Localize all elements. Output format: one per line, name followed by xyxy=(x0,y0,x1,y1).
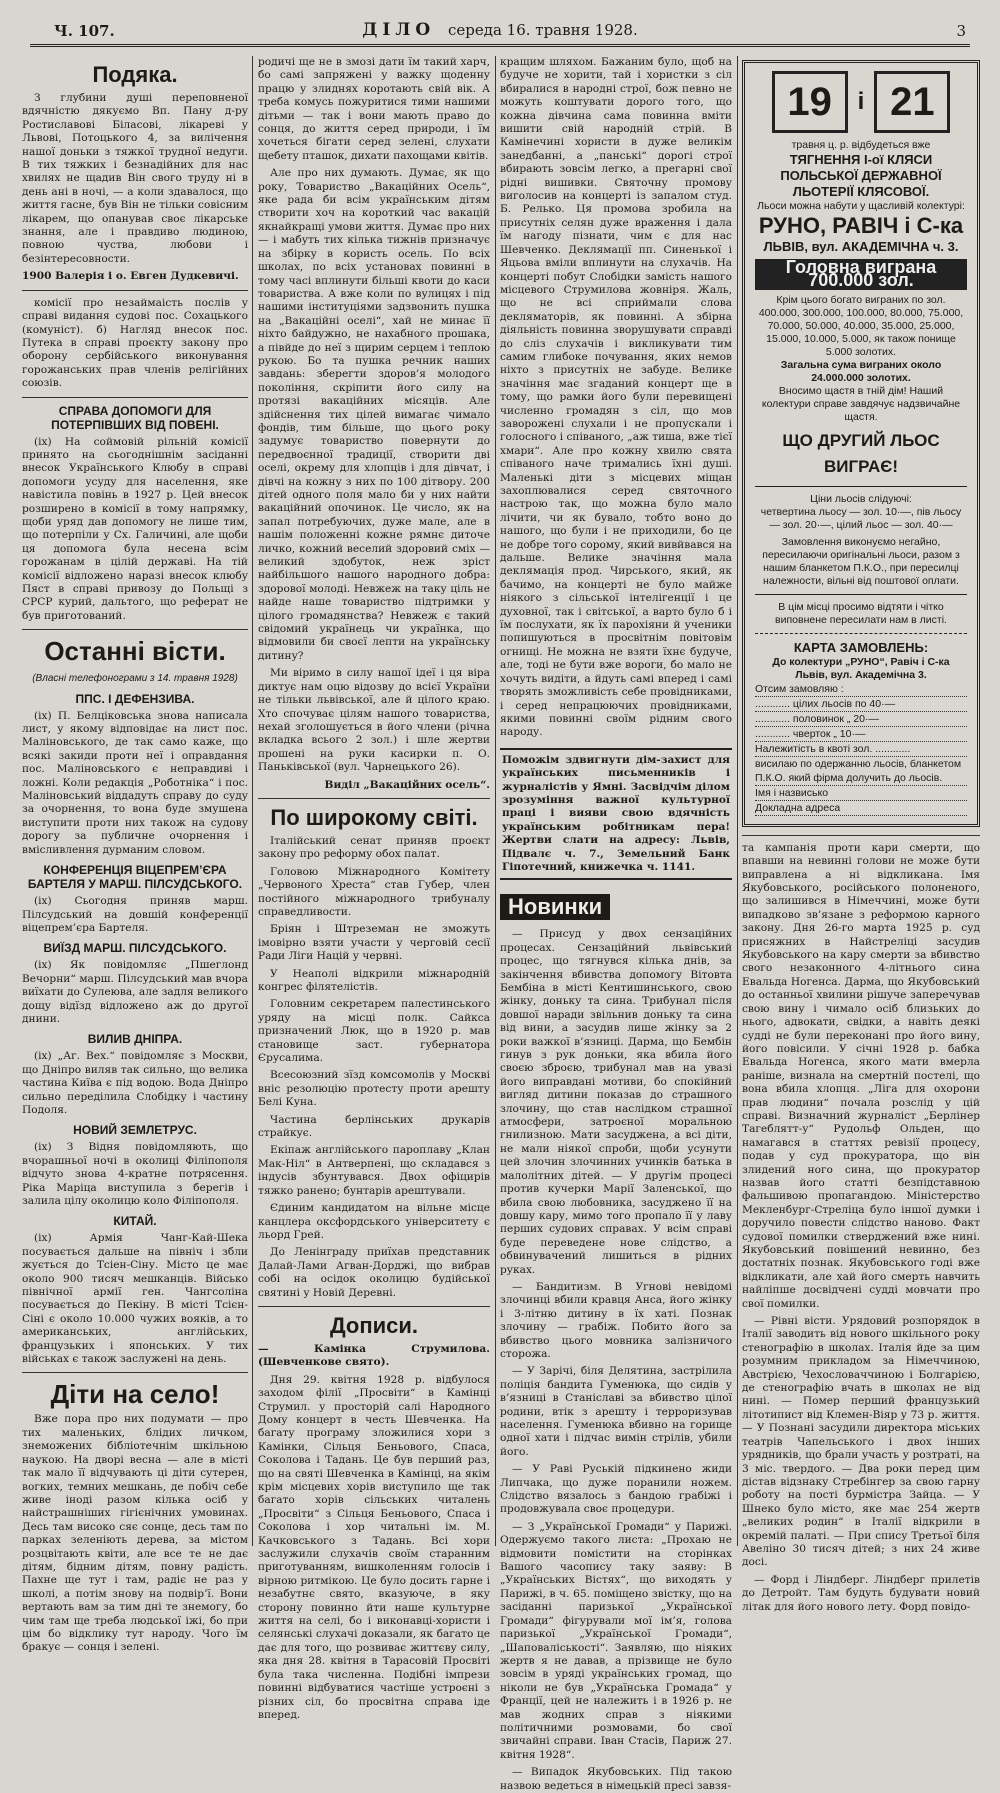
divider xyxy=(755,486,967,487)
newspaper-title: ДІЛО xyxy=(362,20,436,40)
lottery-line: Льоси можна набути у щасливій колектурі: xyxy=(757,200,965,212)
order-form-line[interactable]: Отсим замовляю : xyxy=(755,682,967,697)
thanks-signature: 1900 Валерія і о. Евген Дудкевичі. xyxy=(22,270,239,283)
news-item: — Рівні вісти. Урядовий розпорядок в Італії заводить від нового шкільного року стенографію в школах. Італія йде за цим розумним прикладом за Німеччиною, Австрією, Чехословаччиною і Болгарією, де стенографію вчать в школах не від нині. — Помер перший французький літотипист від Клемен-Віяр у 73 р. життя. — У Познані засудили директора міських театрів Чапельського і двох інших урядників, що брали участь у розтраті, на 3 міс. твердого. — Два роки перед цим дістав відзнаку Стребінгер за свою гарну роботу на пості бурмістра Зайца. — У Шнеко було місто, яке має 254 жертв „великих родин“ в Італії відкрили в окремій палаті. — При спису Третьої біля Авеліно 30 тисяч дітей; з них 24 живе досі. xyxy=(742,1315,980,1569)
lottery-firm: РУНО, РАВІЧ і С-ка xyxy=(758,213,964,238)
order-form-recipient: До колектури „РУНО“, Равіч і С-ка Львів, вул. Академічна 3. xyxy=(772,655,950,681)
news-section-body: (іх) Армія Чанг-Кай-Шека посувається дальше на північ і збли жується до Тсіен-Сіну. Місто це має около 900 тисяч мешканців. Військо північної армії ген. Чангсоліна посувається до Пекіну. В місті Тсієн-Сіні є около 10.000 чужих вояків, а то американських, англійських, французьких і японських. У тих військах є також заслужені на день. xyxy=(22,1232,248,1366)
news-item: — Випадок Якубовських. Під такою назвою ведеться в німецькій пресі завзя- xyxy=(500,1766,732,1792)
news-section-title: НОВИЙ ЗЕМЛЕТРУС. xyxy=(73,1123,197,1138)
order-form-title: КАРТА ЗАМОВЛЕНЬ: xyxy=(793,639,929,655)
lottery-line: ПОЛЬСЬКОЇ ДЕРЖАВНОЇ ЛЬОТЕРІЇ КЛЯСОВОЇ. xyxy=(780,168,942,199)
lottery-prices: четвертина льосу — зол. 10·—, пів льосу — зол. 20·—, цілий льос — зол. 40·— xyxy=(760,505,962,531)
lottery-line: травня ц. р. відбудеться вже xyxy=(791,139,931,151)
divider xyxy=(258,1306,490,1307)
news-title: Новинки xyxy=(500,894,610,920)
news-item: — Присуд у двох сензаційних процесах. Сензаційний львівський процес, що тягнувся кілька днів, за закінчення вбивства допомогу Вітовта Бембіна в місті Кентишинського, свою жінку, доньку та сина. Трибунал після довшої наради звільнив доньку та сина від вини, а засудив лише жінку за 2 роки важкої в’язниці. Дарма, що Бембін гинув з рук доньки, яка вбила його своєю зброєю, трибунал мав на увазі його виправдані мотиви, бо спокійний вигляд дитини показав до страшного злочину, що став наслідком страшної атмосфери, затроєної моральною гнилизною. Мати засуджена, а всі діти, не мали ніякої спроби, щоби усунути цей злочин злочинних учинків батька в малолітних дітей. — У другім процесі против кучерки Марії Заленської, що вбила свою любовника, засуджено її на довшу кару, мимо того пропало її у лаву перших судових справах. У всім справі буде переведене нове слідство, а обвинувачений лишиться в рідних руках. xyxy=(500,928,732,1276)
divider xyxy=(22,290,248,291)
order-form-line[interactable]: ............ цілих льосів по 40·— xyxy=(755,697,967,712)
news-section-title: ВИЇЗД МАРШ. ПІЛСУДСЬКОГО. xyxy=(43,941,227,956)
writers-home-appeal: Поможім здвигнути дім-захист для українських письменників і журналістів у Ямні. Засвідчім ділом зрозуміння важної культурної праці і вияви свою вдячність українським робітникам пера! Жертви слати на адресу: Львів, Підвалє ч. 7., Земельний Банк Гіпотечний, книжечка ч. 1141. xyxy=(500,748,732,881)
news-item: — З „Української Громади“ у Парижі. Одержуємо такого листа: „Прохаю не відмовити помістити на сторінках Вашого часопису таку заяву: В „Українських Вістях“, що виходять у Парижі, в ч. 65. поміщено звістку, що на засіданні паризької „Української Громади“ фігурували мої ім’я, голова паризької „Української Громади“, „Шаповаліськості“. Заявляю, що ніяких жертв я не давав, а прізвище не було зовсім в уряді українських громад, що ніколи не був „Українська Громада“ у Франції, цей не належить і в 1926 р. не мав жодних справ з ніякими політичними розмовами, бо свої звичайні справи. Іван Стасів, Париж 27. квітня 1928“. xyxy=(500,1520,732,1761)
news-section-body: (іх) „Аг. Вех.“ повідомляє з Москви, що Дніпро виляв так сильно, що велика частина Київа є під водою. Вода Дніпро сильно переділила Слобідку і частину Подоля. xyxy=(22,1050,248,1116)
jakubowski-continuation: та кампанія проти кари смерти, що впавши на невинні голови не може бути виправлена а ні відкликана. Імя Якубовського, російського полоненого, що залишився в Німеччині, може бути випадково зв’язане з реформою карного закону. Дня 26-го марта 1925 р. суд присяжних в Найстреліці засудив Якубовського на кару смерти за вбивство свого незаконного 4-літнього сина Евальда Ногенса. Дарма, що Якубовський до останньої хвилини рішуче заперечував свою вину і чимало осіб близьких до нього, адвокати, свідки, а навіть деякі судді не були переконані про його вину, його повісили. У січні 1928 р. бабка Евальда Ногенса, якого мати вмерла раніше, визнала на смертній постелі, що вона вбила хлопця. „Ліга для охорони прав людини“ почала розслід у цій справі. Визначний журналіст „Берлінер Тагеблятт-у“ Рудольф Ольден, що намагався в статтях ревізії процесу, подав у суд прокуратора, що він злидений ного сина, що прокуратор назвав його статті безпідставною фальшивою пропагандою. Міністерство Мекленбург-Стреліца було іншої думки і доручило повести слідство наново. Факт судової помилки стверджений вже нині. Якубовський повішений невинно, без достатніх познак. Якубовського годі вже відкликати, але хай його смерть навчить найліпше досвідчені судді мовчати про свої помилки. xyxy=(742,841,980,1310)
lottery-prices-title: Ціни льосів слідуючі: xyxy=(810,492,912,505)
column-1 xyxy=(22,56,248,1654)
commissions-text: комісії про незаймаість послів у справі видання судові пос. Сохацького (комуніст). б) Нагляд внесок пос. Путека в справі проєкту закону про оборону сербійського виконування горожанських прав членів релігійних союзів. xyxy=(22,296,248,390)
flood-relief-title: СПРАВА ДОПОМОГИ ДЛЯ ПОТЕРПІВШИХ ВІД ПОВЕНІ. xyxy=(51,403,219,432)
kids-village-title: Діти на село! xyxy=(50,1379,220,1410)
column-2 xyxy=(258,56,490,1721)
order-form-line[interactable]: ............ чверток „ 10·— xyxy=(755,727,967,742)
divider xyxy=(22,397,248,398)
column-divider xyxy=(252,56,253,1546)
lottery-total: Загальна сума виграних около 24.000.000 золотих. xyxy=(780,358,942,384)
flood-relief-body: (іх) На соймовій рільній комісії принято на сьогоднішнім засіданні внесок Українського Клюбу в справі допомоги усуду для населення, яке навістила повінь в 1927 р. Цей внесок розширено в комісії в тому напрямку, щоби уряд дав допомогу не лише тим, що потерпіли у Сх. Галичині, але щоби ця допомога була несена всім горожанам в цілій державі. На тій комісії відложено наразі внесок клюбу Пяст в справі привозу до Польщі з СРСР курий, дальтого, що реферат не був приготований. xyxy=(22,435,248,622)
lottery-cut-note: В цім місці просимо відтяти і чітко виповнене пересилати нам в листі. xyxy=(775,600,947,626)
masthead xyxy=(30,16,970,47)
kids-village-body: Вже пора про них подумати — про тих маленьких, блідих личком, знеможених бібліотечнім шкільною наукою. На дворі весна — але в місті так мало її відчувають ці діти сутерен, вогких, темних мешкань, де побіч себе живе іноді разом кілька осіб у найстрашніших гігієнічних умовинах. Десь там високо сяє сонце, десь там по парках зеленіють дерева, за містом розцвітають квіти, але все те не дає дітям, бідним дітям, повну радість. Пахне ще тут і там, радіє не раз у школі, а потім знову на подвір’ї. Вони вертають вам за тим дні те знемогу, бо чим там ще треба людської іжі, бо при цім бо відклику тут народу. Чого їм бракує — сонця і зелені. xyxy=(22,1413,248,1654)
news-section-title: ВИЛИВ ДНІПРА. xyxy=(87,1032,183,1047)
lottery-date-box: 21 xyxy=(874,71,950,133)
order-form-line[interactable]: Докладна адреса xyxy=(755,801,967,816)
vacation-signature: Виділ „Вакаційних осель“. xyxy=(324,778,490,791)
lottery-dates xyxy=(755,71,967,133)
reports-continuation: кращим шляхом. Бажаним було, щоб на будуче не хорити, тай і хористки з сіл вбиралися в народні строї, бож певно не можуть коштувати дорого того, що кожна дівчина сама повинна вміти вишити свій народній стрій. В Камінечині хористи в дуже великім занедбанні, а „панські“ дорогі строї вбирають зовсім легко, а прегарні свої рідні вишивки. Святочну промову виголосив на концерті із запалом студ. Б. Релько. Ця промова зробила на присутніх селян дуже враження і дала їм нагоду пізнати, чим є для нас Шевченко. Деклямації пп. Синенької і Яцьова вміли вплинути на слухачів. На концерті побут Слобідки замість нашого місцевого Струмилова жовніря. Жаль, що не всі сприймали слова декляматорів, як повинні. А збірна діяльність повинна зворушувати справді до сліз слухачів і викликувати тим самим глибоке почування, яких немов ніхто з присутніх не забуде. Велике значіння має згаданий концерт ще в тому, що рамки його були перевищені численно громадян з сіл, що мов заворожені слухали і не пропускали і голосного і співаного, „аж тиша, вже тієї хмари“. Але про кожну хвилю свята співаного наче тримались їхні душі. Маленькі діти з місцевих міщан захоплювалися серед святочного настрою так, що можна було мало лічити, чи як бувало, тобто воно до нашого, що були і не приходили, бо це не добре того сорому, який вивйвався на дальше. Велике значіння мала деклямація прод. Чирського, який, як бачимо, на концерті не було майже ніякого з сільської інтелігенції і це духовної, так і світської, а варто було б і їм послухати, як їх парохіяни й ученики попишуються в просвітнім повітовім огнищі. Не можна не взяти їхнє будуче, але, тоді не бути вже вороги, бо мало не хочуть видіти, а йдуть самі вперед і самі творять зможливість себе провідниками, і серед непрацюючих провідниками, якими повинні своїм рідним свого народу. xyxy=(500,56,732,739)
page-number: 3 xyxy=(956,22,966,40)
lottery-luck: Вносимо щастя в тній дім! Наший колектури справе завдячує надзвичайне щастя. xyxy=(761,384,961,423)
latest-news-title: Останні вісти. xyxy=(44,636,226,667)
world-news-item: Єдиним кандидатом на вільне місце канцлера оксфордського університету є льорд Грей. xyxy=(258,1202,490,1241)
lottery-order-info: Замовлення виконуємо негайно, пересилаючи оригінальні льоси, разом з нашим бланкетом П.К.О., при пересилці належности, вільні від поштової оплати. xyxy=(762,535,960,587)
news-section-body: (іх) Як повідомляє „Пшеглонд Вечорни“ марш. Пілсудський мав вчора виїхати до Сулеюва, але задля великого дощу відїзд відложено аж до другої днини. xyxy=(22,959,248,1025)
world-news-item: Італійський сенат приняв проєкт закону про реформу обох палат. xyxy=(258,834,490,861)
lottery-date-box: 19 xyxy=(772,71,848,133)
reports-body: Дня 29. квітня 1928 р. відбулося заходом філії „Просвіти“ в Камінці Струмил. у просторій салі Народного Дому концерт в честь Шевченка. На багату програму зложилися хори з Камінки, Сільця Беньового, Спаса, Соколова і Тадань. Це був перший раз, що на святі Шевченка в Камінці, на якім крім місцевих хорів виступило ще так багато хорів сільських читалень „Просвіти“ з Сільця Беньового, Спаса і Соколова і хор читальні ім. М. Качковського з Тадань. Всі хори заслужили слухачів своїм старанним приготуванням, вишколенням голосів і вірною ритмікою. Це було досить гарне і незабутнє свято, вказуюче, в яку сторону повинно йти наше культурне життя на селі, бо і виконавці-хористи і селянські слухачі доказали, як багато це дає для того, що розвиває життєву силу, яка дня 28. квітня в Тарасовій Просвіті була така численна. Подібні імпрези повинні відбуватися частіше устроєні з різних сіл, бо просвітна справа іде вперед. xyxy=(258,1373,490,1721)
lottery-main-prize: Головна виграна 700.000 зол. xyxy=(755,259,967,290)
world-news-item: До Ленінграду приїхав представник Далай-Лами Агван-Дорджі, що вибрав собі на осідок околицю будійської святині у Новій Деревні. xyxy=(258,1246,490,1299)
thanks-body: З глубини душі переповненої вдячністю дякуємо Вп. Пану д-ру Ростиславові Біласові, лікареві у Львові, Потоцького 4, за вилічення нашої доньки з тяжкої трудної недуги. В тих тяжких і безнадійних для нас хвилях не щадив Він свого труду ні в день ані в ночі, — а коли здавалося, що життя гасне, був Він не тільки совісним лікарем, що опанував своє лікарське знання, але і правдиво людиною, повною чуства, любови і безінтересовности. xyxy=(22,92,248,265)
world-news-item: Головним секретарем палестинського уряду на місці полк. Сайкса призначений Люк, що в 1920 р. мав становище заст. губернатора Єрусалима. xyxy=(258,998,490,1065)
news-section-title: КИТАЙ. xyxy=(113,1214,157,1229)
lottery-line: ТЯГНЕННЯ І-ої КЛЯСИ xyxy=(789,152,933,167)
lottery-slogan: ЩО ДРУГИЙ ЛЬОС ВИГРАЄ! xyxy=(782,430,940,476)
column-4 xyxy=(742,56,980,1613)
news-title-wrap xyxy=(500,888,732,924)
divider xyxy=(742,835,980,836)
reports-heading: — Камінка Струмилова. (Шевченкове свято). xyxy=(258,1342,490,1369)
column-3 xyxy=(500,56,732,1792)
news-item: — У Зарічі, біля Делятина, застрілила поліція бандита Гуменюка, що сидів у в’язниці в Станіславі за вбивство цілої родини, втік з арешту і терроризував населення. Гуменюка вбивно на горище одної хати і підчас вимін стрілів, убили його. xyxy=(500,1365,732,1458)
world-news-title: По широкому світі. xyxy=(270,804,478,830)
reports-title: Дописи. xyxy=(329,1312,419,1338)
order-form-line[interactable]: ............ половинок „ 20·— xyxy=(755,712,967,727)
news-section-title: ППС. І ДЕФЕНЗИВА. xyxy=(75,691,195,706)
lottery-prizes: Крім цього богато виграних по зол. 400.000, 300.000, 100.000, 80.000, 75.000, 70.000, 50.000, 40.000, 35.000, 25.000, 15.000, 10.000, 5.000, як також понище 5.000 золотих. xyxy=(758,293,964,358)
divider xyxy=(22,1372,248,1373)
news-section-body: (іх) Сьогодня приняв марш. Пілсудський на довшій конференції віцепрем’єра Бартеля. xyxy=(22,895,248,934)
cut-line xyxy=(755,633,967,634)
vacation-continuation: родичі ще не в змозі дати їм такий харч, бо самі запряжені у важку щоденну працю у злиднях коротають свій вік. А треба комусь пожуритися тими нашими дітьми — так і вони мають право до сонця, до життя серед природи, і їм хочеться бігати серед зелені, слухати щебету пташок, дихати пахощами квітів. xyxy=(258,56,490,162)
order-form-line[interactable]: висилаю по одержанню льосів, бланкетом П.К.О. який фірма долучить до льосів. xyxy=(755,757,967,786)
news-item: — Форд і Ліндберг. Ліндберг прилетів до Детройт. Там будуть будувати новий літак для його нового лету. Форд повідо- xyxy=(742,1573,980,1613)
news-item: — Бандитизм. В Угнові невідомі злочинці вбили кравця Анса, його жінку і 3-літню дитину в їх хаті. Познак злочину — грабіж. Побито його за вбивство цього мовника залізничого сторожа. xyxy=(500,1280,732,1360)
latest-news-subtitle: (Власні телефонограми з 14. травня 1928) xyxy=(32,673,238,685)
lottery-date-conj: і xyxy=(857,88,865,116)
world-news-item: У Неаполі відкрили міжнародній конгрес філятелістів. xyxy=(258,967,490,993)
news-item: — У Раві Руській підкинено жиди Липчака, що дуже поранили ножем. Слідство вязалось з бандою грабіжі і продовжувала своє процедури. xyxy=(500,1463,732,1516)
order-form-line[interactable]: Імя і назвисько xyxy=(755,786,967,801)
news-section-title: КОНФЕРЕНЦІЯ ВІЦЕПРЕМ’ЄРА БАРТЕЛЯ У МАРШ. ПІЛСУДСЬКОГО. xyxy=(27,863,243,892)
divider xyxy=(22,629,248,630)
news-section-body: (іх) П. Белціковська знова написала лист, у якому відповідає на лист пос. Маліновського, де так само каже, що всякі закиди проти неї і оправдання пос. Маліновського є неправдиві і ложні. Коли редакція „Роботніка“ і пос. Маліновський віддадуть справу до суду за очорнення, то вона буде змушена виступити проти них також на судову дорогу за публичне очорнення і вмісливлення дурманим словом. xyxy=(22,709,248,856)
vacation-paragraph: Ми віримо в силу нашої ідеї і ця віра диктує нам оцю відозву до всієї України не тільки львівської, але й цілого краю. Хто спочуває цілям нашого товариства, нехай зголошується в його члени (річна вкладка всього 2 зол.) і шле жертви прошені на руки касирки п. О. Паньківської (вул. Чарнецького 26). xyxy=(258,667,490,774)
column-divider xyxy=(737,56,738,1546)
column-divider xyxy=(495,56,496,1546)
lottery-address: ЛЬВІВ, вул. АКАДЕМІЧНА ч. 3. xyxy=(763,239,959,254)
lottery-ad xyxy=(742,60,980,827)
world-news-item: Всесоюзний зїзд комсомолів у Москві вніс резолюцію протесту проти арешту Белі Куна. xyxy=(258,1069,490,1109)
issue-number: Ч. 107. xyxy=(54,22,115,40)
world-news-item: Частина берлінських друкарів страйкує. xyxy=(258,1113,490,1140)
world-news-item: Екіпаж англійського пароплаву „Клан Мак-Ніл“ в Антверпені, що складався з індусів збунтувався. Двох офіцирів тяжко ранено; бунтарів арештували. xyxy=(258,1144,490,1197)
issue-date: середа 16. травня 1928. xyxy=(447,21,638,39)
world-news-item: Бріян і Штреземан не зможуть імовірно взяти участи у черговій сесії Ради Ліги Націй у червні. xyxy=(258,923,490,963)
news-section-body: (іх) З Відня повідомляють, що вчорашньої ночі в околиці Філіпополя відчуто знова 4-кратне потрясення. Ріка Маріца виступила з берегів і залила цілу околицю коло Філіпополя. xyxy=(22,1141,248,1207)
order-form-line[interactable]: Належитість в квоті зол. ............ xyxy=(755,742,967,757)
divider xyxy=(755,594,967,595)
thanks-title: Подяка. xyxy=(92,62,178,87)
divider xyxy=(258,798,490,799)
vacation-paragraph: Але про них думають. Думає, як що року, Товариство „Вакаційних Осель“, яке рада би всім українським дітям створити хоч на короткий час вакацій якнайкращі умови життя. Думає про них — і мабуть тих кілька тижнів призначує на збірку в користь осель. По всіх школах, по всіх установах повинні в тому часі вплинути більші квоти до каси товариства. А вже коли по вулицях і під нашими інституціями задзвонить пушка на „Вакаційні оселі“, хай не минає її ніхто байдужно, не нахабного прошака, а півйде до неї з щирим серцем і теплою рукою. Бо та пушка речник наших завдань: зберегти здоров’я молодого покоління, скріпити його силу на протязі вакаційних місяців. Але здійснення тих цілей вимагає чимало фондів, тим більше, що цього року задумує товариство повернути до передвоєнної традиції, створити дві оселі, окрему для хлопців і для дівчат, і дівчі на кожну з них по 100 дітвору. 200 дітей одного поля мало би у них найти вакаційний опочинок. Це число, як на запал потребуючих, дуже мале, але в нашім положенні кожне рямнє диточе личко, кожний веселий здоровий сміх — великий здобуток, неж зріст найбільшого нашого народного добра: здорової молоді. Невжеж на таку ціль не найде наше товариство підтримки у цілого громадянства? Невжеж є такий свідомий українець чи українка, що відмовили би своєї лепти на українську дитину? xyxy=(258,167,490,662)
masthead-center xyxy=(30,20,970,40)
world-news-item: Головою Міжнародного Комітету „Червоного Хреста“ став Губер, член постійного міжнародного трибуналу справедливости. xyxy=(258,865,490,918)
